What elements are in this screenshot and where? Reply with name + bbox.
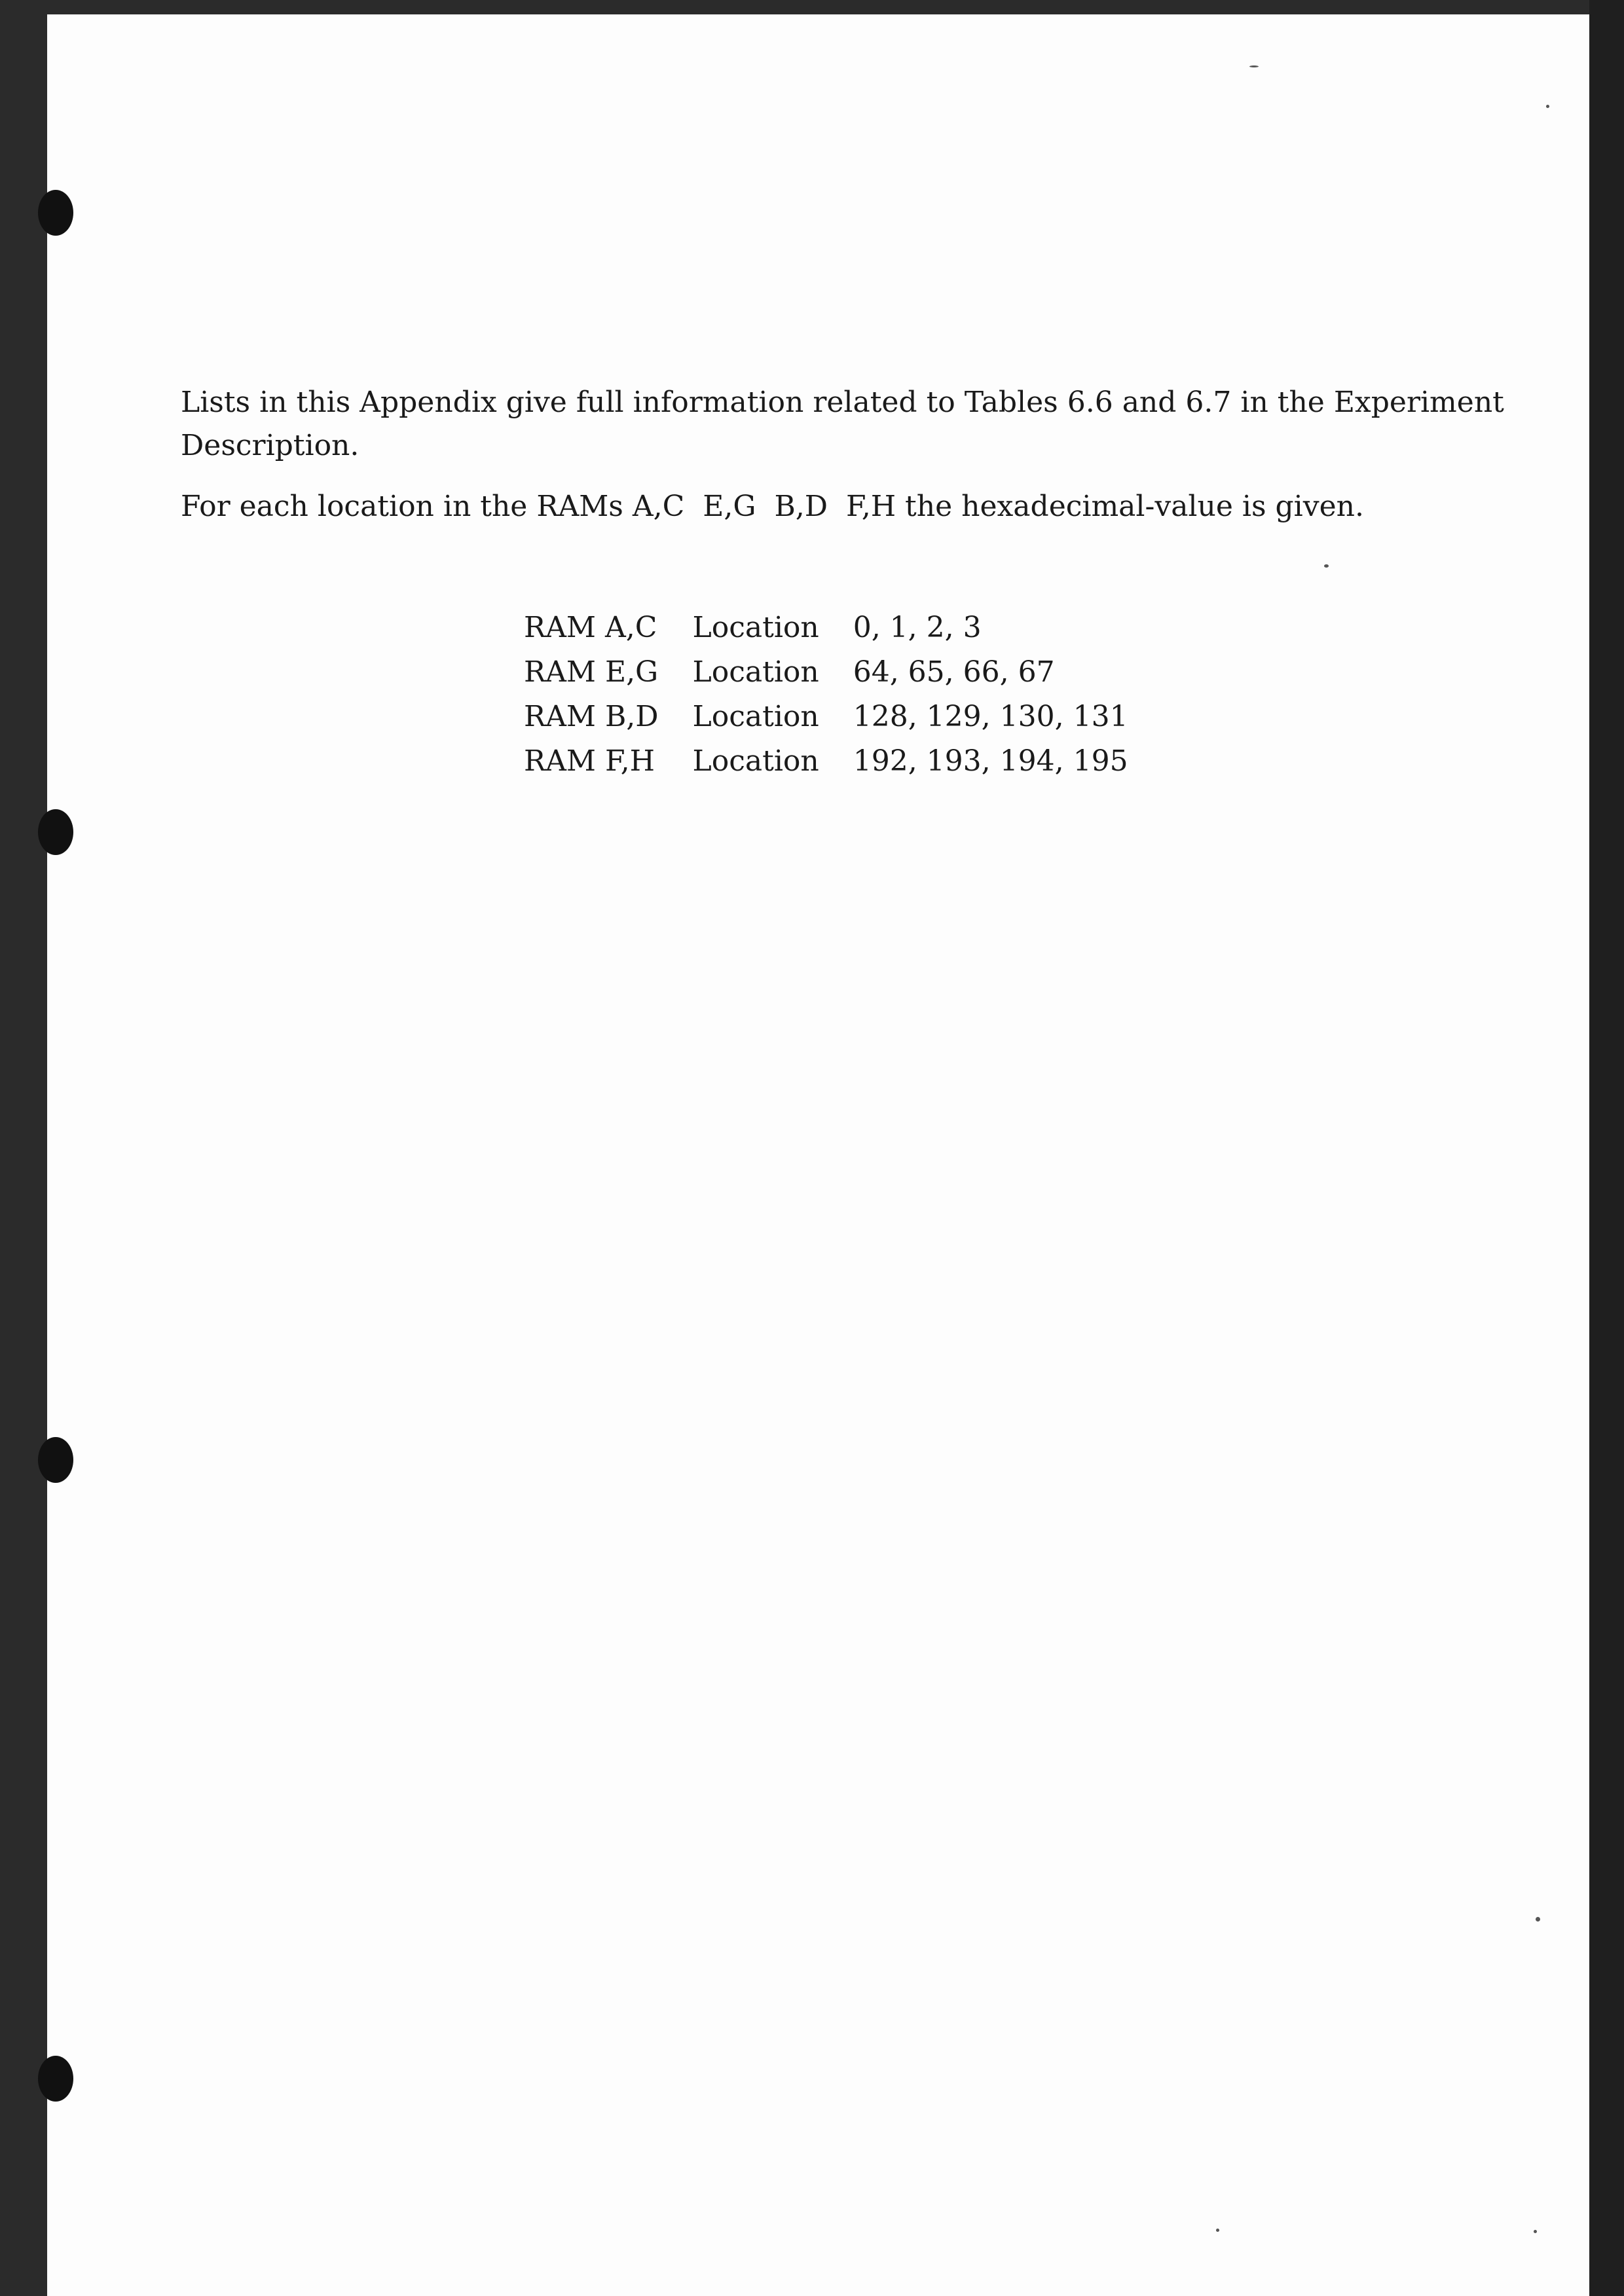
binder-hole-1 [38,190,73,236]
document-page [47,14,1589,2296]
ram-description-paragraph [181,485,1364,528]
location-label: Location [692,700,819,733]
scan-speck [1216,2229,1219,2232]
scan-border-right [1589,0,1624,2296]
scan-speck [1546,105,1549,108]
location-values: 0, 1, 2, 3 [853,611,982,644]
scan-speck [1324,564,1329,568]
table-row [524,695,1128,739]
location-values: 64, 65, 66, 67 [853,655,1055,689]
location-values: 128, 129, 130, 131 [853,700,1128,733]
binder-hole-2 [38,809,73,855]
ram-name: RAM E,G [524,655,659,689]
scan-speck [1536,1917,1540,1922]
intro-paragraph [181,381,1504,467]
binder-hole-4 [38,2056,73,2102]
ram-location-table [524,606,1128,784]
ram-name: RAM F,H [524,744,655,778]
ram-name: RAM A,C [524,611,657,644]
location-label: Location [692,611,819,644]
table-row [524,739,1128,784]
location-label: Location [692,655,819,689]
table-row [524,650,1128,695]
ram-description-line: For each location in the RAMs A,C E,G B,D F,H the hexadecimal-value is given. [181,490,1364,523]
location-label: Location [692,744,819,778]
binder-hole-3 [38,1437,73,1483]
table-row [524,606,1128,650]
intro-line-2: Description. [181,429,360,462]
scan-speck [1249,65,1259,67]
scan-speck [1534,2230,1537,2233]
location-values: 192, 193, 194, 195 [853,744,1128,778]
intro-line-1: Lists in this Appendix give full information related to Tables 6.6 and 6.7 in the Experiment [181,386,1504,419]
ram-name: RAM B,D [524,700,659,733]
